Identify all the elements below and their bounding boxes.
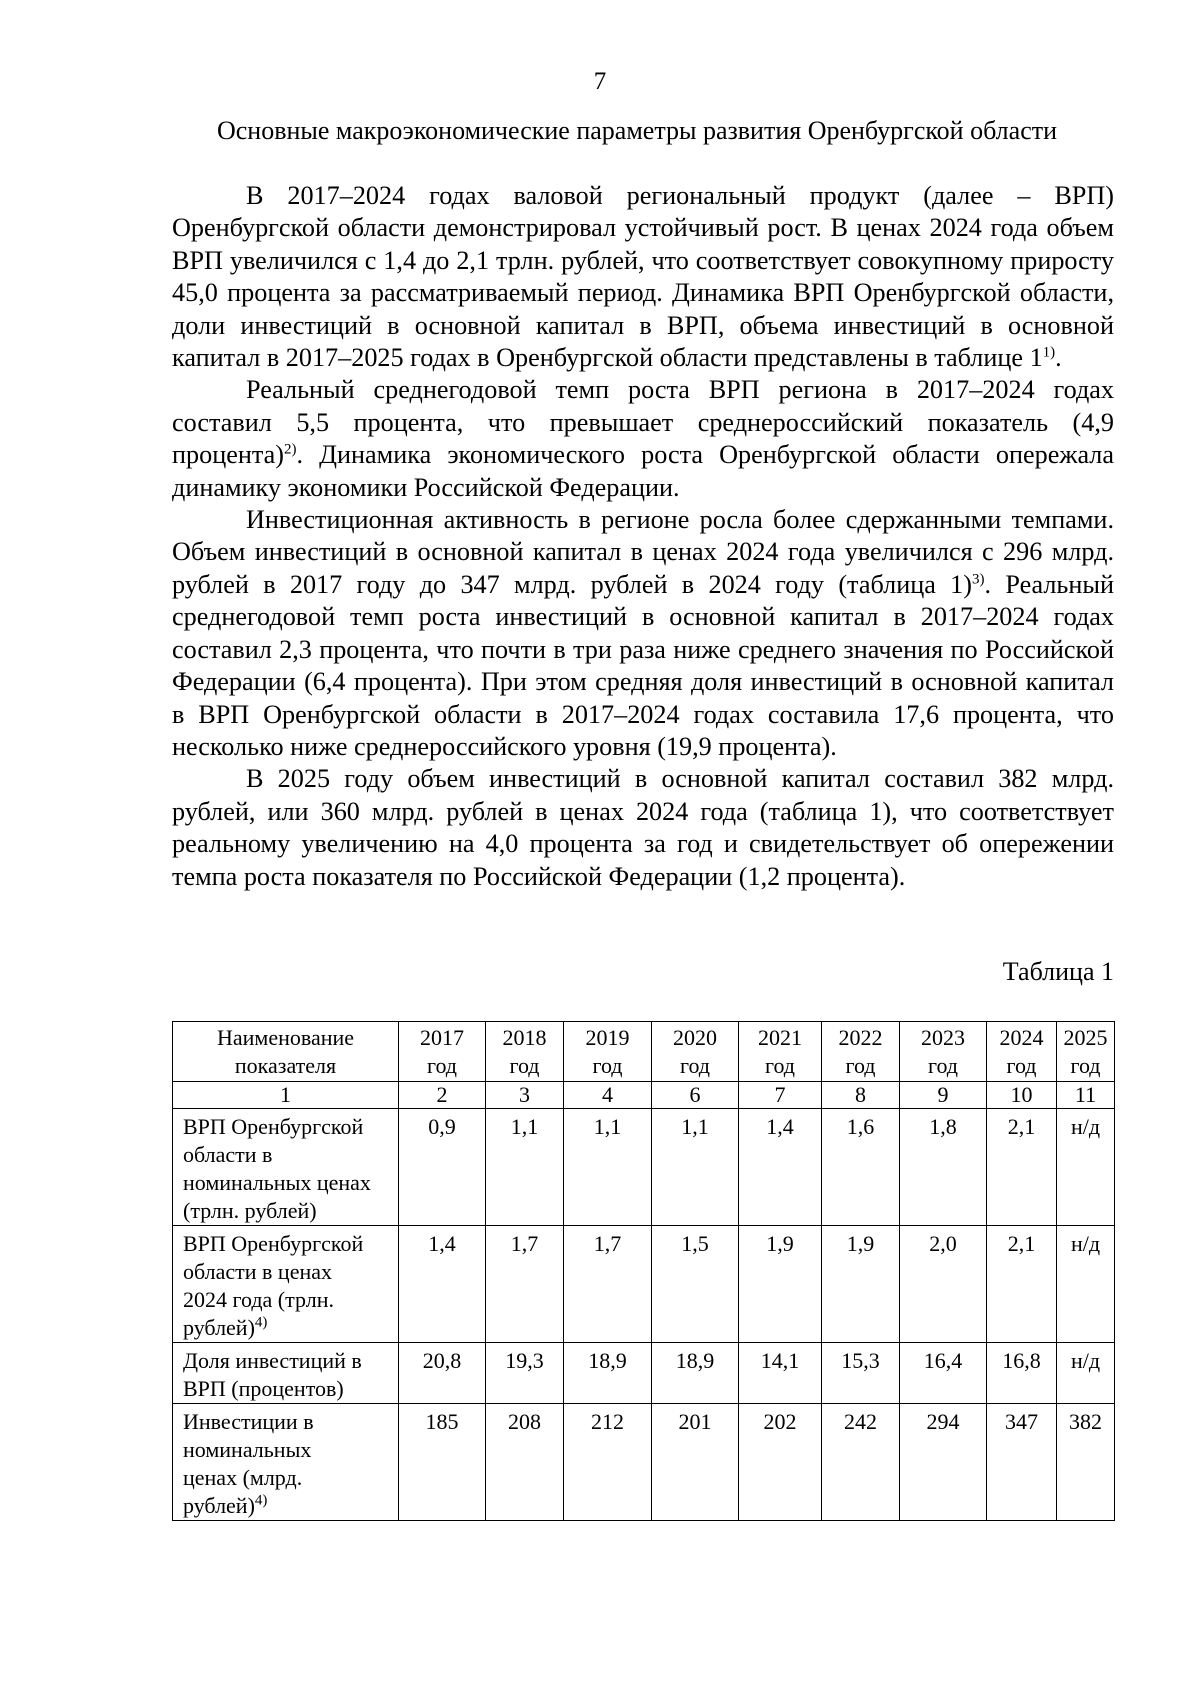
column-number: 9: [900, 1082, 987, 1109]
row-name-text: 2024 года (трлн.: [183, 1287, 334, 1312]
table-cell-value: 202: [739, 1404, 822, 1521]
row-name-text: области в: [183, 1142, 273, 1167]
header-name-line: показателя: [234, 1053, 337, 1078]
table-cell-value: 208: [486, 1404, 564, 1521]
header-year-2022: [822, 1022, 900, 1082]
row-footnote-ref: 4): [254, 1314, 268, 1331]
table-cell-value: н/д: [1057, 1226, 1115, 1343]
header-year-2021: [739, 1022, 822, 1082]
table-cell-value: 16,4: [900, 1343, 987, 1404]
column-number: 11: [1057, 1082, 1115, 1109]
row-indicator-name: [173, 1404, 399, 1521]
paragraph-3-text: Инвестиционная активность в регионе росла более сдержанными темпами. Объем инвестиций в основной капитал в ценах 2024 года увеличился с 296 млрд. рублей в 2017 году до 347 млрд. рублей в 2024 году (таблица 1): [172, 505, 1114, 599]
column-number: 6: [652, 1082, 739, 1109]
row-name-text: номинальных: [183, 1437, 312, 1462]
column-number: 10: [987, 1082, 1057, 1109]
header-year-value: 2022: [838, 1025, 883, 1050]
row-name-text: области в ценах: [183, 1259, 333, 1284]
header-year-word: год: [845, 1053, 876, 1078]
paragraph-2: [172, 374, 1114, 504]
header-year-value: 2017: [420, 1025, 464, 1050]
column-number: 3: [486, 1082, 564, 1109]
paragraph-1-text: В 2017–2024 годах валовой региональный продукт (далее – ВРП) Оренбургской области демонстрировал устойчивый рост. В ценах 2024 года объем ВРП увеличился с 1,4 до 2,1 трлн. рублей, что соответствует совокупному приросту 45,0 процента за рассматриваемый период. Динамика ВРП Оренбургской области, доли инвестиций в основной капитал в ВРП, объема инвестиций в основной капитал в 2017–2025 годах в Оренбургской области представлены в таблице 1: [172, 181, 1114, 373]
row-name-line: [183, 1492, 392, 1520]
table-cell-value: 201: [652, 1404, 739, 1521]
table-cell-value: 1,1: [486, 1109, 564, 1226]
row-name-line: [183, 1314, 392, 1342]
table-cell-value: 347: [987, 1404, 1057, 1521]
table-cell-value: 1,1: [652, 1109, 739, 1226]
paragraph-1: [172, 180, 1114, 374]
table-cell-value: 1,9: [739, 1226, 822, 1343]
column-number: 2: [399, 1082, 486, 1109]
paragraph-2-text: Реальный среднегодовой темп роста ВРП региона в 2017–2024 годах составил 5,5 процента, что превышает среднероссийский показатель (4,9 процента): [172, 375, 1114, 470]
table-cell-value: 1,4: [739, 1109, 822, 1226]
table-header-row: [173, 1022, 1115, 1082]
table-cell-value: 1,7: [564, 1226, 652, 1343]
table-cell-value: 1,1: [564, 1109, 652, 1226]
row-name-line: [183, 1286, 392, 1314]
page-number: 7: [593, 68, 607, 95]
header-year-word: год: [426, 1053, 458, 1078]
header-year-2017: [399, 1022, 486, 1082]
row-indicator-name: [173, 1226, 399, 1343]
row-name-text: ВРП Оренбургской: [183, 1114, 364, 1139]
row-indicator-name: [173, 1343, 399, 1404]
table-cell-value: 242: [822, 1404, 900, 1521]
row-footnote-ref: 4): [254, 1492, 268, 1509]
header-year-value: 2023: [921, 1025, 965, 1050]
row-name-line: [183, 1408, 392, 1436]
footnote-ref-1: 1): [1042, 344, 1056, 361]
header-year-2023: [900, 1022, 987, 1082]
table-cell-value: 382: [1057, 1404, 1115, 1521]
header-year-word: год: [764, 1053, 796, 1078]
paragraph-3-tail: . Реальный среднегодовой темп роста инвестиций в основной капитал в 2017–2024 годах составил 2,3 процента, что почти в три раза ниже среднего значения по Российской Федерации (6,4 процента). При этом средняя доля инвестиций в основной капитал в ВРП Оренбургской области в 2017–2024 годах составила 17,6 процента, что несколько ниже среднероссийского уровня (19,9 процента).: [172, 569, 1114, 761]
table-cell-value: 1,8: [900, 1109, 987, 1226]
table-row: [173, 1109, 1115, 1226]
row-name-line: [183, 1197, 392, 1225]
table-body: [173, 1022, 1115, 1521]
column-number: 1: [173, 1082, 399, 1109]
table-row: [173, 1343, 1115, 1404]
header-year-value: 2025: [1063, 1025, 1108, 1050]
table-cell-value: 2,1: [987, 1226, 1057, 1343]
header-year-word: год: [679, 1053, 711, 1078]
row-indicator-name: [173, 1109, 399, 1226]
header-year-2019: [564, 1022, 652, 1082]
table-cell-value: 18,9: [652, 1343, 739, 1404]
table-cell-value: 14,1: [739, 1343, 822, 1404]
table-cell-value: н/д: [1057, 1109, 1115, 1226]
table-cell-value: 212: [564, 1404, 652, 1521]
table-cell-value: 20,8: [399, 1343, 486, 1404]
header-year-value: 2020: [673, 1025, 717, 1050]
table-row: [173, 1404, 1115, 1521]
table-cell-value: 2,1: [987, 1109, 1057, 1226]
table-cell-value: 0,9: [399, 1109, 486, 1226]
paragraph-2-tail: . Динамика экономического роста Оренбургской области опережала динамику экономики Российской Федерации.: [172, 440, 1114, 502]
row-name-text: ценах (млрд.: [183, 1465, 303, 1490]
row-name-line: [183, 1113, 392, 1141]
table-cell-value: 18,9: [564, 1343, 652, 1404]
table-column-number-row: [173, 1082, 1115, 1109]
row-name-text: рублей): [183, 1315, 255, 1340]
header-name-line: Наименование: [216, 1025, 355, 1050]
table-cell-value: 1,9: [822, 1226, 900, 1343]
table-cell-value: 294: [900, 1404, 987, 1521]
table-cell-value: 1,5: [652, 1226, 739, 1343]
header-year-word: год: [1006, 1053, 1037, 1078]
column-number: 8: [822, 1082, 900, 1109]
table-cell-value: 15,3: [822, 1343, 900, 1404]
column-number: 4: [564, 1082, 652, 1109]
row-name-text: рублей): [183, 1493, 255, 1518]
table-cell-value: 1,4: [399, 1226, 486, 1343]
table-cell-value: 1,7: [486, 1226, 564, 1343]
table-cell-value: 1,6: [822, 1109, 900, 1226]
header-year-value: 2024: [999, 1025, 1044, 1050]
table-row: [173, 1226, 1115, 1343]
row-name-line: [183, 1347, 392, 1375]
header-indicator-name: [173, 1022, 399, 1082]
header-year-value: 2021: [758, 1025, 802, 1050]
table-cell-value: 185: [399, 1404, 486, 1521]
header-year-value: 2019: [585, 1025, 630, 1050]
header-year-2020: [652, 1022, 739, 1082]
row-name-line: [183, 1436, 392, 1464]
header-year-2024: [987, 1022, 1057, 1082]
row-name-text: (трлн. рублей): [183, 1198, 317, 1223]
header-year-word: год: [1070, 1053, 1101, 1078]
header-year-word: год: [592, 1053, 623, 1078]
footnote-ref-2: 2): [283, 441, 297, 458]
row-name-text: ВРП Оренбургской: [183, 1231, 364, 1256]
header-year-value: 2018: [502, 1025, 547, 1050]
row-name-line: [183, 1230, 392, 1258]
row-name-text: Инвестиции в: [183, 1409, 314, 1434]
row-name-text: ВРП (процентов): [183, 1376, 344, 1401]
header-year-word: год: [509, 1053, 540, 1078]
paragraph-1-tail: .: [1055, 343, 1062, 373]
row-name-line: [183, 1375, 392, 1403]
table-cell-value: 19,3: [486, 1343, 564, 1404]
table-cell-value: н/д: [1057, 1343, 1115, 1404]
row-name-text: номинальных ценах: [183, 1170, 371, 1195]
paragraph-4: В 2025 году объем инвестиций в основной капитал составил 382 млрд. рублей, или 360 млрд. рублей в ценах 2024 года (таблица 1), что соответствует реальному увеличению на 4,0 процента за год и свидетельствует об опережении темпа роста показателя по Российской Федерации (1,2 процента).: [172, 764, 1114, 891]
header-year-2025: [1057, 1022, 1115, 1082]
footnote-ref-3: 3): [971, 571, 985, 588]
header-year-word: год: [927, 1053, 959, 1078]
macro-parameters-table: [172, 1021, 1115, 1521]
page-heading: Основные макроэкономические параметры развития Оренбургской области: [216, 116, 1058, 145]
row-name-line: [183, 1464, 392, 1492]
column-number: 7: [739, 1082, 822, 1109]
header-year-2018: [486, 1022, 564, 1082]
body-text: [172, 180, 1114, 893]
row-name-line: [183, 1258, 392, 1286]
table-label: Таблица 1: [1002, 957, 1114, 986]
table-cell-value: 2,0: [900, 1226, 987, 1343]
row-name-line: [183, 1169, 392, 1197]
row-name-line: [183, 1141, 392, 1169]
row-name-text: Доля инвестиций в: [183, 1348, 362, 1373]
table-cell-value: 16,8: [987, 1343, 1057, 1404]
paragraph-3: [172, 504, 1114, 763]
